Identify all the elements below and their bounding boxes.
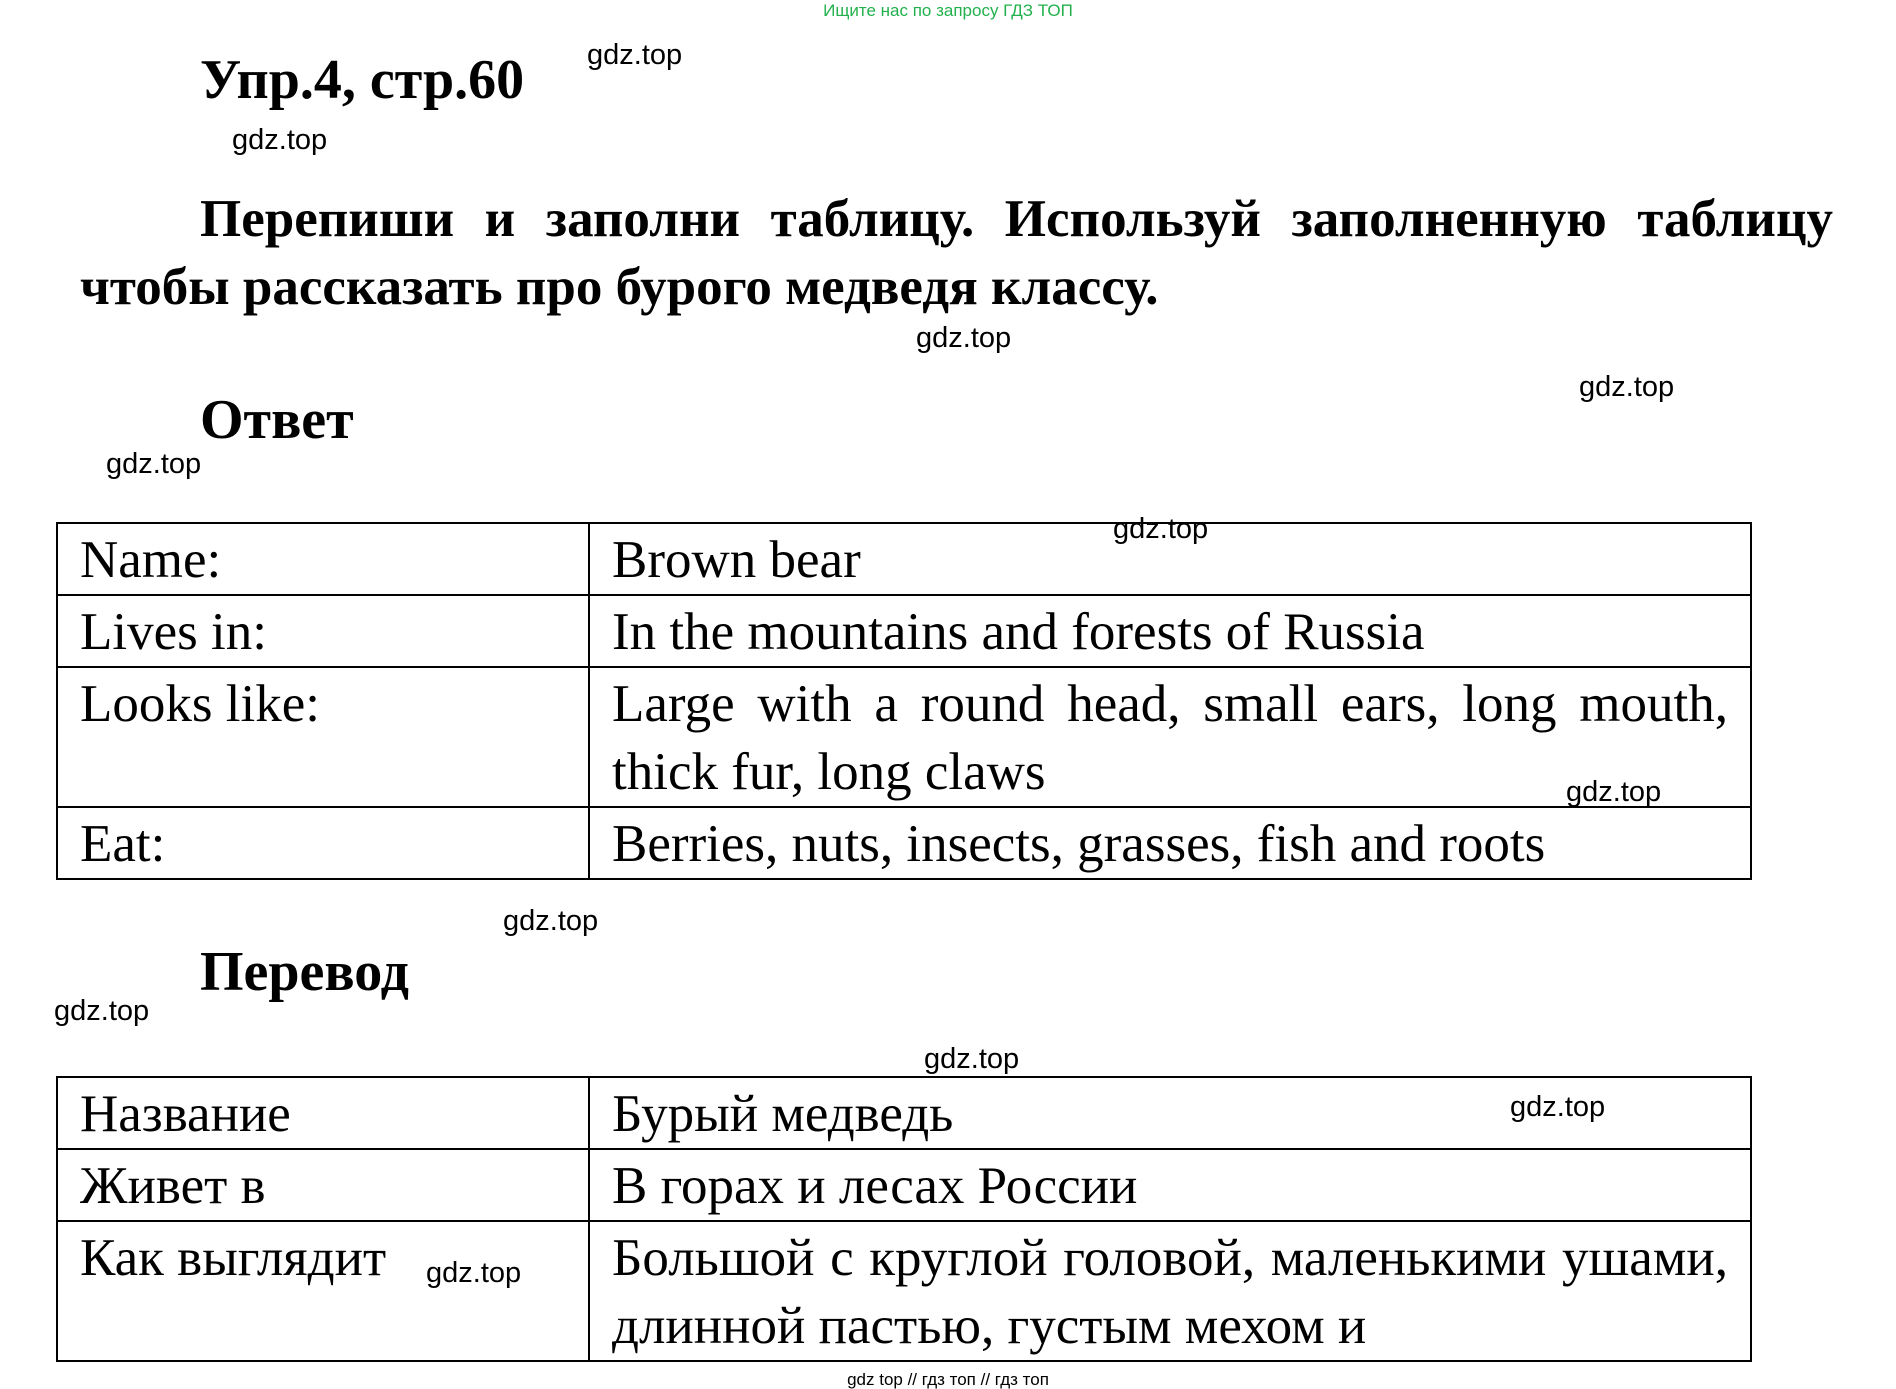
watermark: gdz.top — [1579, 371, 1675, 403]
watermark: gdz.top — [54, 995, 150, 1027]
footer: gdz top // гдз топ // гдз топ — [847, 1370, 1049, 1389]
table-row — [57, 807, 1751, 879]
row-value — [589, 1221, 1751, 1361]
row-key: Живет в — [57, 1149, 589, 1221]
watermark: gdz.top — [503, 905, 599, 937]
top-hint: Ищите нас по запросу ГДЗ ТОП — [823, 1, 1073, 20]
row-value-text: Большой с круглой головой, маленькими ушами, длинной пастью, густым мехом и — [612, 1229, 1728, 1355]
table-row — [57, 1077, 1751, 1149]
table-row — [57, 523, 1751, 595]
row-key: Looks like: — [57, 667, 589, 807]
table-row — [57, 1149, 1751, 1221]
row-key — [57, 1221, 589, 1361]
table-row — [57, 1221, 1751, 1361]
watermark: gdz.top — [106, 448, 202, 480]
row-key: Lives in: — [57, 595, 589, 667]
row-key-text: Как выглядит — [80, 1229, 387, 1287]
watermark: gdz.top — [924, 1043, 1020, 1075]
translation-heading: Перевод — [200, 941, 409, 1003]
row-key: Название — [57, 1077, 589, 1149]
answer-heading: Ответ — [200, 389, 354, 451]
watermark: gdz.top — [1113, 513, 1209, 545]
row-value: In the mountains and forests of Russia — [589, 595, 1751, 667]
row-key: Name: — [57, 523, 589, 595]
exercise-title: Упр.4, стр.60 — [200, 49, 525, 111]
table-row — [57, 667, 1751, 807]
watermark: gdz.top — [916, 322, 1012, 354]
table-row — [57, 595, 1751, 667]
answer-table — [56, 522, 1752, 880]
row-value: Brown bear — [589, 523, 1751, 595]
task-text: Перепиши и заполни таблицу. Используй заполненную таблицу чтобы рассказать про бурого медведя классу. — [80, 190, 1833, 316]
watermark: gdz.top — [587, 39, 683, 71]
watermark: gdz.top — [232, 124, 328, 156]
row-value: В горах и лесах России — [589, 1149, 1751, 1221]
row-value: Berries, nuts, insects, grasses, fish and roots — [589, 807, 1751, 879]
row-value: Large with a round head, small ears, long mouth, thick fur, long claws — [589, 667, 1751, 807]
row-key: Eat: — [57, 807, 589, 879]
row-value: Бурый медведь — [589, 1077, 1751, 1149]
watermark: gdz.top — [1566, 776, 1662, 808]
watermark: gdz.top — [1510, 1091, 1606, 1123]
translation-table — [56, 1076, 1752, 1362]
watermark: gdz.top — [426, 1257, 522, 1289]
